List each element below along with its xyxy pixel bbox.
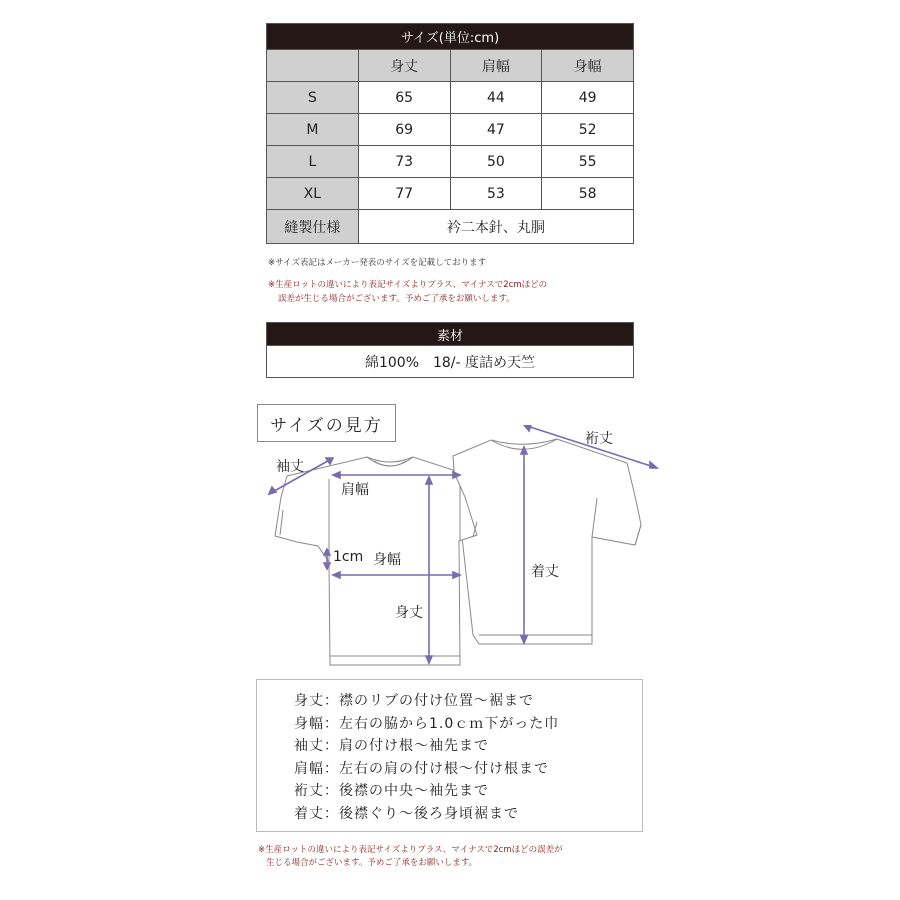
lot-note-line-1: ※生産ロットの違いにより表記サイズよりプラス、マイナスで2cmほどの	[268, 280, 548, 290]
column-header: 肩幅	[450, 50, 542, 82]
bottom-note-line-1: ※生産ロットの違いにより表記サイズよりプラス、マイナスで2cmほどの誤差が	[258, 845, 563, 855]
tshirt-diagram	[255, 425, 675, 675]
table-cell: 50	[450, 146, 542, 178]
measurement-definitions	[256, 679, 643, 832]
table-cell: 52	[542, 114, 634, 146]
size-label: XL	[267, 178, 359, 210]
definition-row: 裄丈：後襟の中央～袖先まで	[294, 783, 489, 799]
label-yuki: 裄丈	[585, 431, 613, 447]
definition-row: 身丈：襟のリブの付け位置～裾まで	[294, 693, 534, 709]
label-length: 身丈	[395, 605, 423, 621]
label-offset: 1cm	[333, 549, 364, 565]
material-title: 素材	[267, 323, 634, 346]
definition-row: 肩幅：左右の肩の付け根～付け根まで	[294, 760, 549, 777]
table-cell: 73	[358, 146, 450, 178]
table-cell: 49	[542, 82, 634, 114]
size-note: ※サイズ表記はメーカー発表のサイズを記載しております	[268, 258, 487, 268]
material-table	[266, 322, 634, 378]
size-label: M	[267, 114, 359, 146]
spec-label: 縫製仕様	[267, 210, 359, 244]
label-total: 着丈	[531, 564, 559, 580]
table-row	[267, 210, 634, 244]
size-label: L	[267, 146, 359, 178]
column-header: 身丈	[358, 50, 450, 82]
table-cell: 65	[358, 82, 450, 114]
label-sleeve: 袖丈	[276, 459, 304, 475]
size-table-title: サイズ(単位:cm)	[267, 24, 634, 50]
table-cell: 69	[358, 114, 450, 146]
label-width: 身幅	[373, 552, 401, 568]
table-row	[267, 114, 634, 146]
table-cell: 58	[542, 178, 634, 210]
definition-row: 身幅：左右の脇から1.0ｃｍ下がった巾	[294, 715, 560, 732]
back-shirt-outline	[440, 439, 641, 644]
lot-note-line-2: 誤差が生じる場合がございます。予めご了承をお願いします。	[278, 294, 515, 304]
table-row	[267, 82, 634, 114]
bottom-note-line-2: 生じる場合がございます。予めご了承をお願いします。	[266, 858, 478, 868]
corner-cell	[267, 50, 359, 82]
size-label: S	[267, 82, 359, 114]
table-row	[267, 178, 634, 210]
table-cell: 77	[358, 178, 450, 210]
guide-title: サイズの見方	[257, 404, 396, 442]
spec-value: 衿二本針、丸胴	[358, 210, 633, 244]
table-row	[267, 146, 634, 178]
table-cell: 55	[542, 146, 634, 178]
definition-row: 着丈：後襟ぐり～後ろ身頃裾まで	[294, 805, 519, 822]
table-cell: 53	[450, 178, 542, 210]
table-cell: 44	[450, 82, 542, 114]
table-cell: 47	[450, 114, 542, 146]
material-value: 綿100% 18/- 度詰め天竺	[267, 346, 634, 378]
definition-row: 袖丈：肩の付け根～袖先まで	[294, 738, 489, 754]
label-shoulder: 肩幅	[341, 482, 369, 498]
size-table	[266, 23, 634, 244]
column-header: 身幅	[542, 50, 634, 82]
